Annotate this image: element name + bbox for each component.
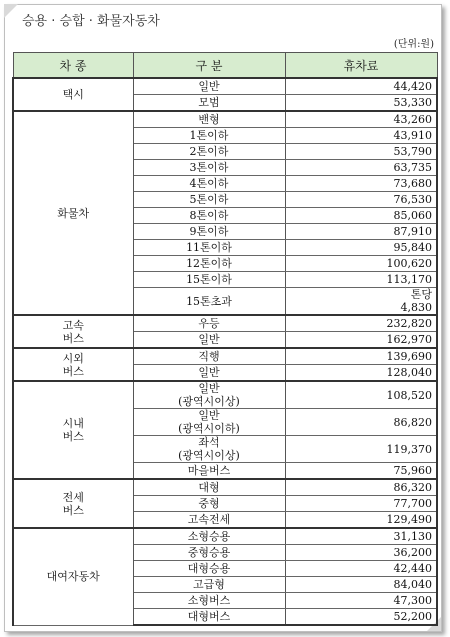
table-row <box>13 111 437 128</box>
cell-type: 2톤이하 <box>133 144 285 160</box>
table-body <box>13 78 437 625</box>
cell-category: 택시 <box>13 78 133 111</box>
cell-type: 일반 <box>133 365 285 382</box>
idle-fee-table <box>12 52 438 626</box>
cell-type: 1톤이하 <box>133 128 285 144</box>
cell-fee: 42,440 <box>285 561 437 577</box>
table-row <box>13 479 437 496</box>
cell-type: 모범 <box>133 95 285 112</box>
cell-type: 11톤이하 <box>133 240 285 256</box>
cell-type: 15톤초과 <box>133 288 285 316</box>
cell-fee: 86,820 <box>285 409 437 436</box>
cell-type: 5톤이하 <box>133 192 285 208</box>
cell-fee: 43,260 <box>285 111 437 128</box>
cell-fee: 52,200 <box>285 609 437 626</box>
cell-type: 대형승용 <box>133 561 285 577</box>
cell-type: 일반 <box>133 332 285 349</box>
cell-fee: 84,040 <box>285 577 437 593</box>
cell-type: 밴형 <box>133 111 285 128</box>
cell-type: 8톤이하 <box>133 208 285 224</box>
cell-fee: 113,170 <box>285 272 437 288</box>
cell-fee: 95,840 <box>285 240 437 256</box>
cell-type: 직행 <box>133 348 285 365</box>
cell-fee: 77,700 <box>285 496 437 512</box>
cell-category: 화물차 <box>13 111 133 315</box>
cell-fee: 85,060 <box>285 208 437 224</box>
cell-fee: 139,690 <box>285 348 437 365</box>
cell-fee: 128,040 <box>285 365 437 382</box>
table-row <box>13 315 437 332</box>
cell-type: 고급형 <box>133 577 285 593</box>
cell-fee: 73,680 <box>285 176 437 192</box>
header-fee: 휴차료 <box>285 53 437 79</box>
cell-fee: 44,420 <box>285 78 437 95</box>
cell-fee: 87,910 <box>285 224 437 240</box>
cell-fee: 119,370 <box>285 436 437 463</box>
cell-fee: 86,320 <box>285 479 437 496</box>
cell-fee: 108,520 <box>285 381 437 409</box>
cell-fee: 53,790 <box>285 144 437 160</box>
cell-fee: 100,620 <box>285 256 437 272</box>
cell-type: 대형 <box>133 479 285 496</box>
cell-type: 대형버스 <box>133 609 285 626</box>
cell-fee: 129,490 <box>285 512 437 529</box>
cell-fee: 76,530 <box>285 192 437 208</box>
cell-type: 소형버스 <box>133 593 285 609</box>
cell-category: 시외 버스 <box>13 348 133 381</box>
page-curl-corner <box>4 4 18 18</box>
cell-type: 우등 <box>133 315 285 332</box>
cell-fee: 톤당 4,830 <box>285 288 437 316</box>
cell-type: 9톤이하 <box>133 224 285 240</box>
table-header-row <box>13 53 437 79</box>
cell-type: 좌석 (광역시이상) <box>133 436 285 463</box>
cell-type: 12톤이하 <box>133 256 285 272</box>
cell-type: 중형 <box>133 496 285 512</box>
cell-fee: 43,910 <box>285 128 437 144</box>
cell-type: 4톤이하 <box>133 176 285 192</box>
cell-type: 마을버스 <box>133 463 285 480</box>
document-title: 승용 · 승합 · 화물자동차 <box>22 14 160 29</box>
table-row <box>13 78 437 95</box>
header-type: 구 분 <box>133 53 285 79</box>
cell-category: 시내 버스 <box>13 381 133 479</box>
cell-type: 일반 <box>133 78 285 95</box>
table-row <box>13 348 437 365</box>
cell-type: 일반 (광역시이하) <box>133 409 285 436</box>
cell-fee: 47,300 <box>285 593 437 609</box>
header-category: 차 종 <box>13 53 133 79</box>
cell-category: 전세 버스 <box>13 479 133 528</box>
cell-fee: 53,330 <box>285 95 437 112</box>
cell-fee: 162,970 <box>285 332 437 349</box>
table-row <box>13 381 437 409</box>
table-row <box>13 528 437 545</box>
unit-label: (단위:원) <box>393 39 434 50</box>
cell-type: 일반 (광역시이상) <box>133 381 285 409</box>
cell-category: 고속 버스 <box>13 315 133 348</box>
cell-fee: 36,200 <box>285 545 437 561</box>
cell-fee: 75,960 <box>285 463 437 480</box>
cell-type: 고속전세 <box>133 512 285 529</box>
cell-fee: 31,130 <box>285 528 437 545</box>
cell-type: 소형승용 <box>133 528 285 545</box>
cell-type: 15톤이하 <box>133 272 285 288</box>
cell-fee: 63,735 <box>285 160 437 176</box>
cell-category: 대여자동차 <box>13 528 133 625</box>
cell-fee: 232,820 <box>285 315 437 332</box>
cell-type: 중형승용 <box>133 545 285 561</box>
cell-type: 3톤이하 <box>133 160 285 176</box>
